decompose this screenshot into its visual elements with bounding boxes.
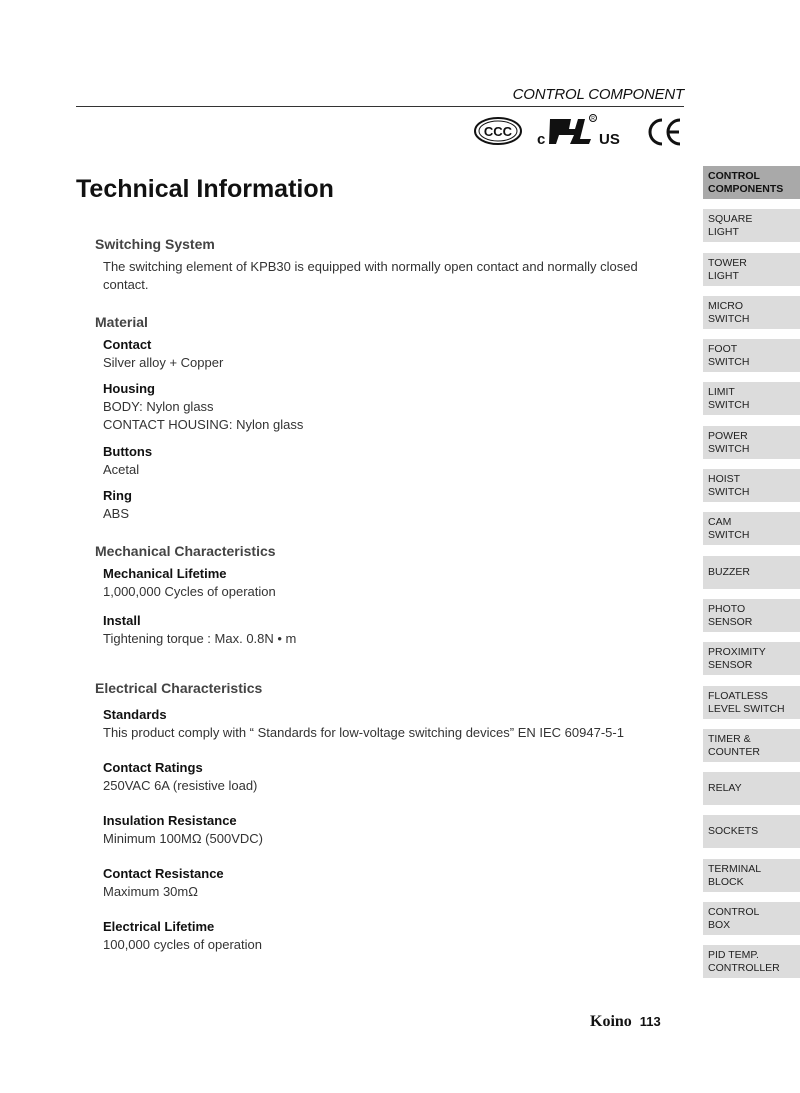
sidebar-item-tower-light[interactable] (703, 253, 800, 286)
header-divider (76, 106, 684, 107)
sidebar-item-label: BUZZER (708, 565, 750, 578)
sidebar-item-timer-counter[interactable] (703, 729, 800, 762)
electrical-lifetime-label: Electrical Lifetime (103, 919, 215, 934)
sidebar-item-label: LIMIT SWITCH (708, 386, 750, 412)
sidebar-item-pid-temp-controller[interactable] (703, 945, 800, 978)
sidebar-item-hoist-switch[interactable] (703, 469, 800, 502)
page-footer (590, 1013, 661, 1031)
page-title: Technical Information (76, 175, 334, 203)
switching-system-text: The switching element of KPB30 is equipped with normally open contact and normally closed contact. (103, 259, 638, 292)
housing-label: Housing (103, 381, 155, 396)
electrical-title: Electrical Characteristics (95, 680, 263, 696)
insulation-resistance-label: Insulation Resistance (103, 813, 237, 828)
sidebar-item-label: PHOTO SENSOR (708, 602, 753, 628)
sidebar-item-label: SQUARE LIGHT (708, 213, 753, 239)
buttons-value: Acetal (103, 462, 140, 477)
ccc-mark-text: CCC (483, 124, 513, 139)
page-number: 113 (639, 1014, 661, 1029)
material-section (95, 314, 685, 523)
switching-system-section (95, 236, 685, 294)
contact-resistance-label: Contact Resistance (103, 866, 224, 881)
sidebar-item-label: MICRO SWITCH (708, 299, 750, 325)
technical-content (95, 236, 685, 954)
switching-system-title: Switching System (95, 236, 215, 252)
sidebar-item-label: POWER SWITCH (708, 429, 750, 455)
sidebar-item-label: CONTROL COMPONENTS (708, 170, 784, 195)
sidebar-item-label: TOWER LIGHT (708, 256, 747, 282)
sidebar-item-label: SOCKETS (708, 825, 759, 838)
ring-label: Ring (103, 488, 132, 503)
sidebar-item-label: FOOT SWITCH (708, 343, 750, 369)
sidebar-item-micro-switch[interactable] (703, 296, 800, 329)
sidebar-item-label: TIMER & COUNTER (708, 732, 760, 758)
sidebar-item-relay[interactable] (703, 772, 800, 805)
contact-ratings-value: 250VAC 6A (resistive load) (103, 778, 258, 793)
sidebar-item-label: FLOATLESS LEVEL SWITCH (708, 689, 785, 715)
sidebar-item-photo-sensor[interactable] (703, 599, 800, 632)
ul-mark-icon (537, 113, 633, 149)
sidebar-item-foot-switch[interactable] (703, 339, 800, 372)
sidebar-item-label: PID TEMP. CONTROLLER (708, 949, 780, 975)
mechanical-section (95, 543, 685, 648)
sidebar-item-label: CONTROL BOX (708, 906, 760, 932)
buttons-label: Buttons (103, 444, 153, 459)
sidebar-item-label: RELAY (708, 782, 742, 795)
sidebar-item-terminal-block[interactable] (703, 859, 800, 892)
brand-logo: Koino (590, 1013, 632, 1030)
certification-logos (473, 113, 685, 149)
ul-c-text: c (537, 131, 546, 148)
category-sidebar (703, 166, 800, 989)
housing-body-value: BODY: Nylon glass (103, 399, 214, 414)
mechanical-lifetime-label: Mechanical Lifetime (103, 566, 227, 581)
sidebar-item-square-light[interactable] (703, 209, 800, 242)
svg-text:R: R (591, 116, 595, 122)
ccc-mark-icon (473, 116, 523, 146)
sidebar-item-buzzer[interactable] (703, 556, 800, 589)
standards-label: Standards (103, 707, 167, 722)
sidebar-item-floatless-level-switch[interactable] (703, 686, 800, 719)
sidebar-item-limit-switch[interactable] (703, 382, 800, 415)
mechanical-title: Mechanical Characteristics (95, 543, 276, 559)
housing-contact-value: CONTACT HOUSING: Nylon glass (103, 417, 304, 432)
sidebar-item-control-components[interactable] (703, 166, 800, 199)
ul-us-text: US (599, 131, 620, 148)
material-title: Material (95, 314, 148, 330)
install-value: Tightening torque : Max. 0.8N • m (103, 631, 297, 646)
contact-ratings-label: Contact Ratings (103, 760, 203, 775)
contact-value: Silver alloy + Copper (103, 355, 224, 370)
sidebar-item-proximity-sensor[interactable] (703, 642, 800, 675)
contact-resistance-value: Maximum 30mΩ (103, 884, 198, 899)
insulation-resistance-value: Minimum 100MΩ (500VDC) (103, 831, 263, 846)
electrical-lifetime-value: 100,000 cycles of operation (103, 937, 262, 952)
ce-mark-icon (647, 117, 685, 147)
sidebar-item-label: CAM SWITCH (708, 516, 750, 542)
sidebar-item-label: TERMINAL BLOCK (708, 862, 762, 888)
sidebar-item-control-box[interactable] (703, 902, 800, 935)
ring-value: ABS (103, 506, 130, 521)
sidebar-item-label: HOIST SWITCH (708, 473, 750, 499)
sidebar-item-label: PROXIMITY SENSOR (708, 646, 766, 672)
header-title: CONTROL COMPONENT (512, 86, 684, 103)
sidebar-item-sockets[interactable] (703, 815, 800, 848)
electrical-section (95, 680, 685, 954)
standards-value: This product comply with “ Standards for low-voltage switching devices” EN IEC 60947-5-1 (103, 725, 624, 740)
contact-label: Contact (103, 337, 152, 352)
sidebar-item-cam-switch[interactable] (703, 512, 800, 545)
mechanical-lifetime-value: 1,000,000 Cycles of operation (103, 584, 276, 599)
install-label: Install (103, 613, 141, 628)
sidebar-item-power-switch[interactable] (703, 426, 800, 459)
